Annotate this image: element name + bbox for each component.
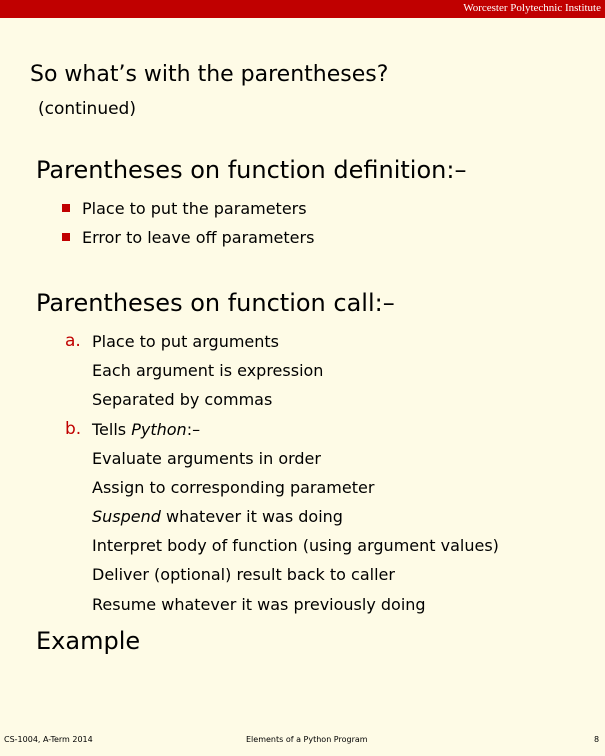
bullet-item: Place to put the parameters xyxy=(62,199,307,218)
list-line: Assign to corresponding parameter xyxy=(92,478,375,497)
list-line: Interpret body of function (using argument values) xyxy=(92,536,499,555)
footer-page-number: 8 xyxy=(594,735,600,744)
list-line: Suspend whatever it was doing xyxy=(92,507,343,526)
square-bullet-icon xyxy=(62,204,70,212)
list-line: Tells Python:– xyxy=(92,420,201,439)
list-line: Place to put arguments xyxy=(92,332,280,351)
section-heading-definition: Parentheses on function definition:– xyxy=(36,156,467,184)
list-marker-b: b. xyxy=(65,419,82,439)
list-marker-a: a. xyxy=(65,331,81,351)
list-line: Resume whatever it was previously doing xyxy=(92,595,426,614)
list-line: Each argument is expression xyxy=(92,361,324,380)
header-bar xyxy=(0,0,605,18)
section-heading-example: Example xyxy=(36,627,141,655)
footer-course: CS-1004, A-Term 2014 xyxy=(4,735,93,744)
square-bullet-icon xyxy=(62,233,70,241)
list-line: Separated by commas xyxy=(92,390,273,409)
list-line: Evaluate arguments in order xyxy=(92,449,321,468)
bullet-item: Error to leave off parameters xyxy=(62,228,314,247)
slide-subtitle: (continued) xyxy=(38,99,136,119)
list-line: Deliver (optional) result back to caller xyxy=(92,565,395,584)
footer-topic: Elements of a Python Program xyxy=(246,735,368,744)
section-heading-call: Parentheses on function call:– xyxy=(36,289,395,317)
slide-title: So what’s with the parentheses? xyxy=(30,62,389,87)
institution-name: Worcester Polytechnic Institute xyxy=(463,2,601,14)
